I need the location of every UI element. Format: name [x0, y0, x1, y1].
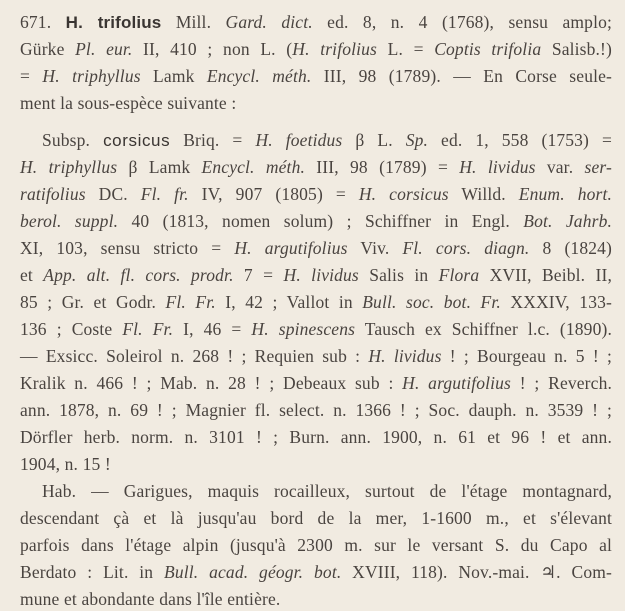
text-line: Gürke Pl. eur. II, 410 ; non L. (H. trifolius L. = Coptis trifolia Salisb.!): [20, 39, 613, 59]
text-line: H. triphyllus β Lamk Encycl. méth. III, 98 (1789) = H. lividus var. ser-: [20, 157, 612, 177]
text-line: mune et abondante dans l'île entière.: [20, 589, 281, 609]
subspecies-name: corsicus: [103, 131, 171, 150]
text-line: Dörfler herb. norm. n. 3101 ! ; Burn. ann. 1900, n. 61 et 96 ! et ann.: [20, 427, 612, 447]
text-line: et App. alt. fl. cors. prodr. 7 = H. lividus Salis in Flora XVII, Beibl. II,: [20, 265, 612, 285]
text-line: XI, 103, sensu stricto = H. argutifolius Viv. Fl. cors. diagn. 8 (1824): [20, 238, 612, 258]
text-line: ment la sous-espèce suivante :: [20, 93, 237, 113]
text-line: berol. suppl. 40 (1813, nomen solum) ; Schiffner in Engl. Bot. Jahrb.: [20, 211, 612, 231]
text-line: Kralik n. 466 ! ; Mab. n. 28 ! ; Debeaux sub : H. argutifolius ! ; Reverch.: [20, 373, 612, 393]
text-line: Berdato : Lit. in Bull. acad. géogr. bot. XVIII, 118). Nov.-mai. ♃. Com-: [20, 562, 612, 582]
species-name: H. trifolius: [65, 13, 162, 32]
text-line: = H. triphyllus Lamk Encycl. méth. III, 98 (1789). — En Corse seule-: [20, 66, 612, 86]
text-line: 136 ; Coste Fl. Fr. I, 46 = H. spinescens Tausch ex Schiffner l.c. (1890).: [20, 319, 612, 339]
text-line: — Exsicc. Soleirol n. 268 ! ; Requien sub : H. lividus ! ; Bourgeau n. 5 ! ;: [20, 346, 612, 366]
text-line: parfois dans l'étage alpin (jusqu'à 2300 m. sur le versant S. du Capo al: [20, 535, 612, 555]
text-line: 1904, n. 15 !: [20, 454, 111, 474]
text-line: Subsp. corsicus Briq. = H. foetidus β L. Sp. ed. 1, 558 (1753) =: [42, 130, 613, 150]
text-line: Hab. — Garigues, maquis rocailleux, surtout de l'étage montagnard,: [42, 481, 612, 501]
text-line: ann. 1878, n. 69 ! ; Magnier fl. select. n. 1366 ! ; Soc. dauph. n. 3539 ! ;: [20, 400, 612, 420]
text-line: 671. H. trifolius Mill. Gard. dict. ed. 8, n. 4 (1768), sensu amplo;: [20, 12, 613, 32]
text-line: 85 ; Gr. et Godr. Fl. Fr. I, 42 ; Vallot in Bull. soc. bot. Fr. XXXIV, 133-: [20, 292, 612, 312]
text-line: descendant çà et là jusqu'au bord de la mer, 1-1600 m., et s'élevant: [20, 508, 612, 528]
text-line: ratifolius DC. Fl. fr. IV, 907 (1805) = H. corsicus Willd. Enum. hort.: [20, 184, 613, 204]
